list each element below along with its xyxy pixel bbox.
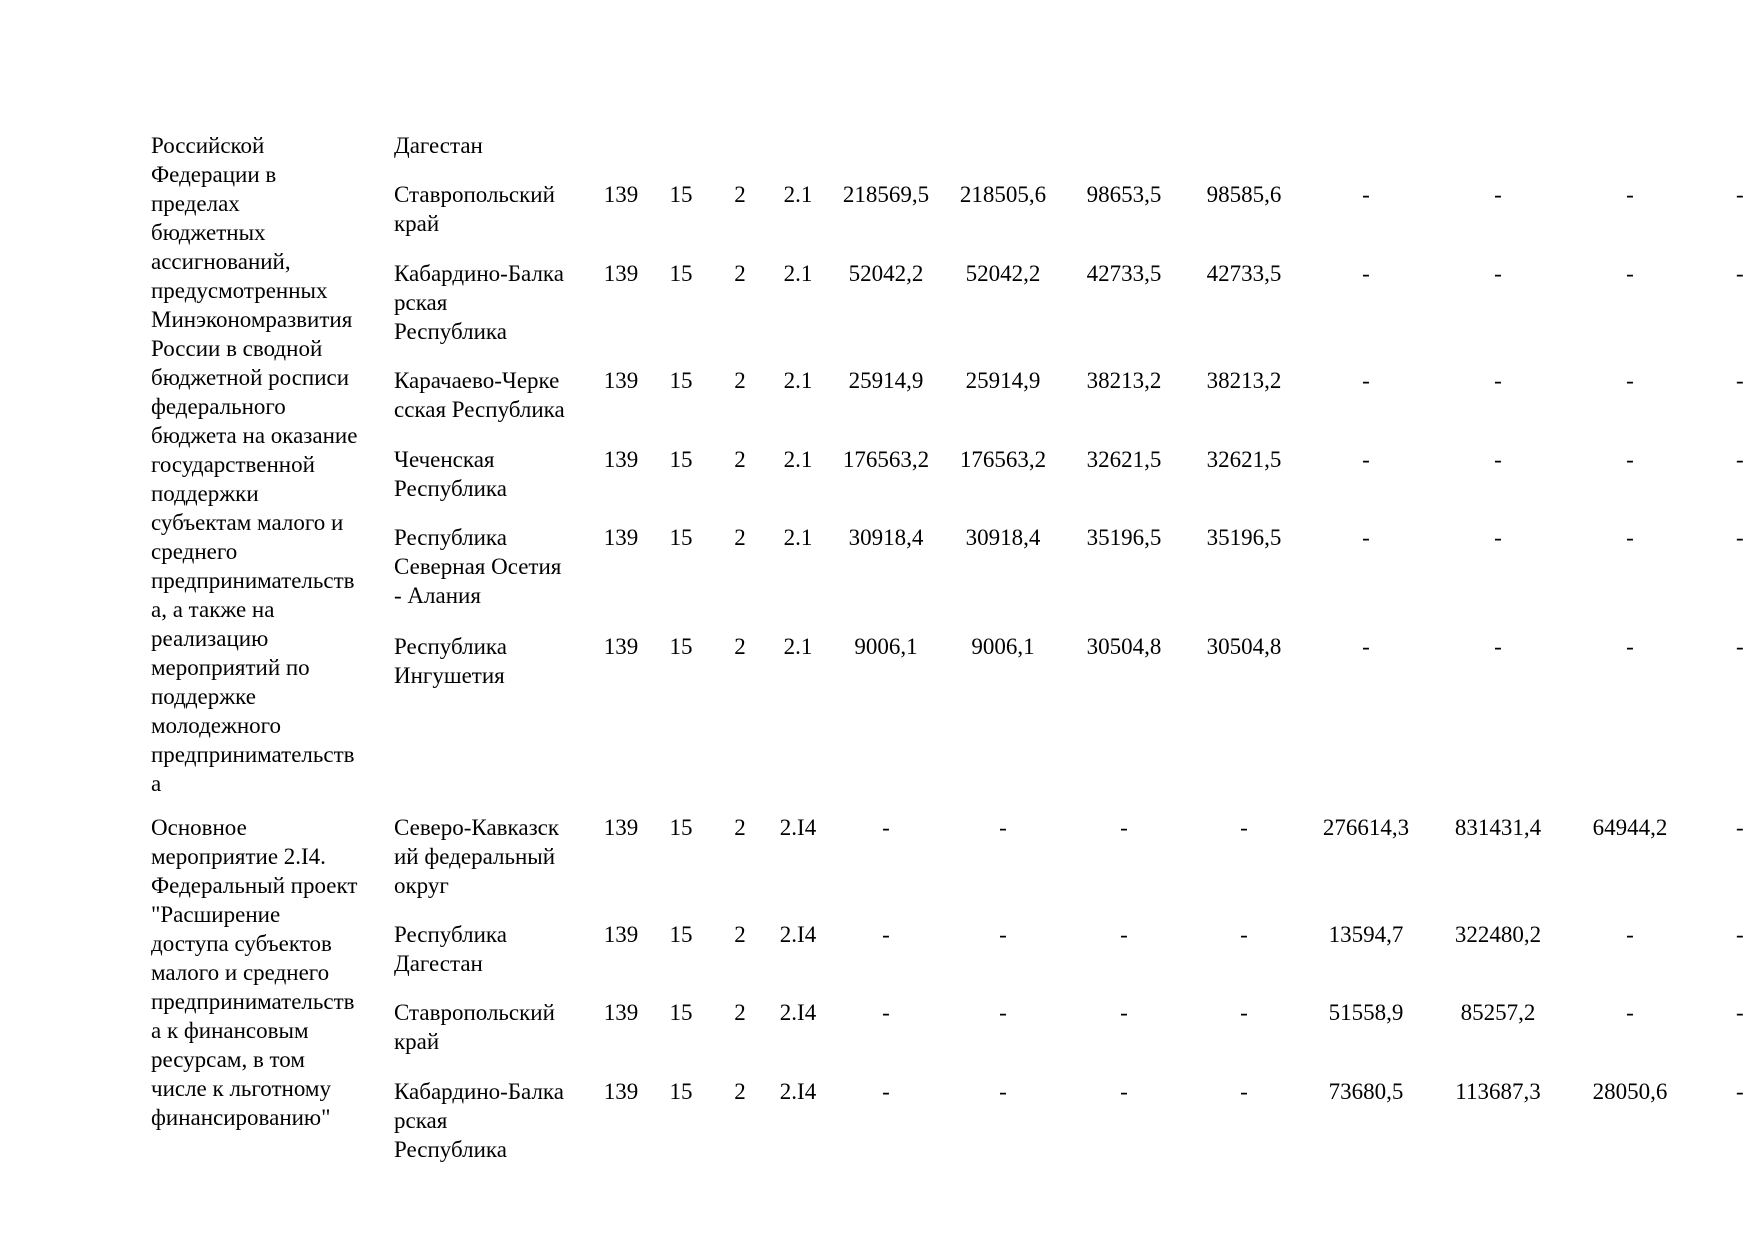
cell-value-3: 98653,5 [1086, 182, 1162, 207]
cell-value-2: 218505,6 [959, 182, 1047, 207]
cell-value-5: 276614,3 [1322, 815, 1410, 840]
cell-value-8: - [1736, 922, 1744, 947]
cell-value-6: 113687,3 [1455, 1079, 1541, 1104]
cell-code-4: 2.1 [783, 368, 813, 393]
cell-value-3: - [1120, 1079, 1128, 1104]
cell-value-8: - [1736, 1000, 1744, 1025]
cell-value-7: - [1626, 447, 1634, 472]
cell-code-1: 139 [603, 368, 639, 393]
cell-value-3: - [1120, 815, 1128, 840]
cell-value-7: - [1626, 182, 1634, 207]
cell-value-6: - [1494, 634, 1502, 659]
cell-value-7: - [1626, 525, 1634, 550]
cell-code-2: 15 [669, 261, 693, 286]
cell-value-7: 64944,2 [1592, 815, 1668, 840]
cell-value-3: - [1120, 1000, 1128, 1025]
region-name: Карачаево-Черке сская Республика [394, 368, 565, 422]
cell-value-4: 42733,5 [1206, 261, 1282, 286]
cell-code-1: 139 [603, 922, 639, 947]
cell-value-6: 322480,2 [1454, 922, 1542, 947]
cell-code-1: 139 [603, 634, 639, 659]
cell-value-5: - [1362, 182, 1370, 207]
cell-value-1: - [882, 922, 890, 947]
cell-value-7: - [1626, 634, 1634, 659]
cell-code-3: 2 [734, 447, 746, 472]
cell-value-4: 98585,6 [1206, 182, 1282, 207]
region-name: Северо-Кавказск ий федеральный округ [394, 815, 560, 898]
cell-value-2: 30918,4 [965, 525, 1041, 550]
cell-value-8: - [1736, 815, 1744, 840]
region-name: Кабардино-Балка рская Республика [394, 1079, 564, 1162]
cell-code-1: 139 [603, 1000, 639, 1025]
cell-code-3: 2 [734, 261, 746, 286]
section-1-description: Российской Федерации в пределах бюджетных ассигнований, предусмотренных Минэкономразвития России в сводной бюджетной росписи федерального бюджета на оказание государственной поддержки субъектам малого и среднего предпринимательств а, а также на реализацию мероприятий по поддержке молодежного предпринимательств а [151, 133, 358, 796]
cell-value-1: - [882, 1000, 890, 1025]
cell-value-3: 38213,2 [1086, 368, 1162, 393]
cell-value-5: - [1362, 368, 1370, 393]
cell-code-3: 2 [734, 1000, 746, 1025]
cell-value-5: - [1362, 447, 1370, 472]
cell-value-6: - [1494, 368, 1502, 393]
cell-code-4: 2.1 [783, 182, 813, 207]
cell-code-3: 2 [734, 368, 746, 393]
cell-value-8: - [1736, 525, 1744, 550]
cell-value-3: 35196,5 [1086, 525, 1162, 550]
cell-code-4: 2.I4 [779, 922, 817, 947]
cell-value-5: 51558,9 [1328, 1000, 1404, 1025]
cell-value-5: - [1362, 261, 1370, 286]
cell-code-1: 139 [603, 261, 639, 286]
cell-value-8: - [1736, 1079, 1744, 1104]
cell-code-1: 139 [603, 447, 639, 472]
cell-code-4: 2.1 [783, 525, 813, 550]
cell-value-8: - [1736, 261, 1744, 286]
cell-value-5: 13594,7 [1328, 922, 1404, 947]
cell-value-2: 25914,9 [965, 368, 1041, 393]
cell-value-3: 32621,5 [1086, 447, 1162, 472]
cell-value-4: 32621,5 [1206, 447, 1282, 472]
cell-code-4: 2.1 [783, 634, 813, 659]
cell-value-3: 30504,8 [1086, 634, 1162, 659]
cell-value-8: - [1736, 634, 1744, 659]
cell-value-7: - [1626, 368, 1634, 393]
cell-value-7: - [1626, 261, 1634, 286]
cell-value-7: 28050,6 [1592, 1079, 1668, 1104]
region-name: Республика Дагестан [394, 922, 507, 976]
cell-value-6: - [1494, 261, 1502, 286]
cell-code-1: 139 [603, 1079, 639, 1104]
cell-value-2: 9006,1 [971, 634, 1035, 659]
cell-code-1: 139 [603, 182, 639, 207]
cell-value-1: 52042,2 [848, 261, 924, 286]
cell-code-2: 15 [669, 1000, 693, 1025]
cell-code-2: 15 [669, 922, 693, 947]
region-name: Кабардино-Балка рская Республика [394, 261, 564, 344]
cell-code-3: 2 [734, 815, 746, 840]
cell-value-2: - [999, 1079, 1007, 1104]
region-name: Чеченская Республика [394, 447, 507, 501]
cell-code-3: 2 [734, 922, 746, 947]
cell-code-2: 15 [669, 634, 693, 659]
cell-value-2: - [999, 815, 1007, 840]
cell-value-2: 176563,2 [959, 447, 1047, 472]
cell-value-2: - [999, 1000, 1007, 1025]
cell-value-5: 73680,5 [1328, 1079, 1404, 1104]
cell-value-8: - [1736, 447, 1744, 472]
cell-value-1: 218569,5 [842, 182, 930, 207]
cell-value-8: - [1736, 182, 1744, 207]
cell-code-4: 2.I4 [779, 1079, 817, 1104]
cell-value-1: 25914,9 [848, 368, 924, 393]
cell-code-4: 2.1 [783, 261, 813, 286]
cell-value-4: - [1240, 815, 1248, 840]
cell-code-3: 2 [734, 525, 746, 550]
region-name: Дагестан [394, 133, 483, 158]
cell-value-6: - [1494, 525, 1502, 550]
cell-code-1: 139 [603, 525, 639, 550]
cell-value-2: - [999, 922, 1007, 947]
region-name: Республика Ингушетия [394, 634, 507, 688]
cell-value-7: - [1626, 922, 1634, 947]
cell-value-1: - [882, 1079, 890, 1104]
cell-value-5: - [1362, 634, 1370, 659]
cell-code-4: 2.I4 [779, 815, 817, 840]
cell-value-4: 38213,2 [1206, 368, 1282, 393]
cell-value-4: 35196,5 [1206, 525, 1282, 550]
cell-code-3: 2 [734, 182, 746, 207]
cell-value-2: 52042,2 [965, 261, 1041, 286]
cell-value-3: 42733,5 [1086, 261, 1162, 286]
cell-value-5: - [1362, 525, 1370, 550]
region-name: Ставропольский край [394, 1000, 555, 1054]
cell-value-6: - [1494, 447, 1502, 472]
region-name: Ставропольский край [394, 182, 555, 236]
cell-value-4: - [1240, 1079, 1248, 1104]
cell-code-2: 15 [669, 182, 693, 207]
cell-value-4: - [1240, 1000, 1248, 1025]
cell-value-4: 30504,8 [1206, 634, 1282, 659]
section-2-description: Основное мероприятие 2.I4. Федеральный проект "Расширение доступа субъектов малого и среднего предпринимательств а к финансовым ресурсам, в том числе к льготному финансированию" [151, 815, 358, 1130]
cell-value-6: - [1494, 182, 1502, 207]
cell-code-2: 15 [669, 447, 693, 472]
cell-value-7: - [1626, 1000, 1634, 1025]
cell-value-1: 9006,1 [854, 634, 918, 659]
cell-code-2: 15 [669, 368, 693, 393]
cell-code-4: 2.1 [783, 447, 813, 472]
cell-code-3: 2 [734, 634, 746, 659]
cell-value-6: 831431,4 [1454, 815, 1542, 840]
region-name: Республика Северная Осетия - Алания [394, 525, 562, 608]
cell-value-4: - [1240, 922, 1248, 947]
cell-value-1: - [882, 815, 890, 840]
cell-code-3: 2 [734, 1079, 746, 1104]
cell-code-2: 15 [669, 815, 693, 840]
cell-code-2: 15 [669, 525, 693, 550]
cell-value-6: 85257,2 [1460, 1000, 1536, 1025]
cell-value-3: - [1120, 922, 1128, 947]
cell-value-1: 30918,4 [848, 525, 924, 550]
cell-value-1: 176563,2 [842, 447, 930, 472]
cell-code-4: 2.I4 [779, 1000, 817, 1025]
cell-code-2: 15 [669, 1079, 693, 1104]
cell-value-8: - [1736, 368, 1744, 393]
cell-code-1: 139 [603, 815, 639, 840]
